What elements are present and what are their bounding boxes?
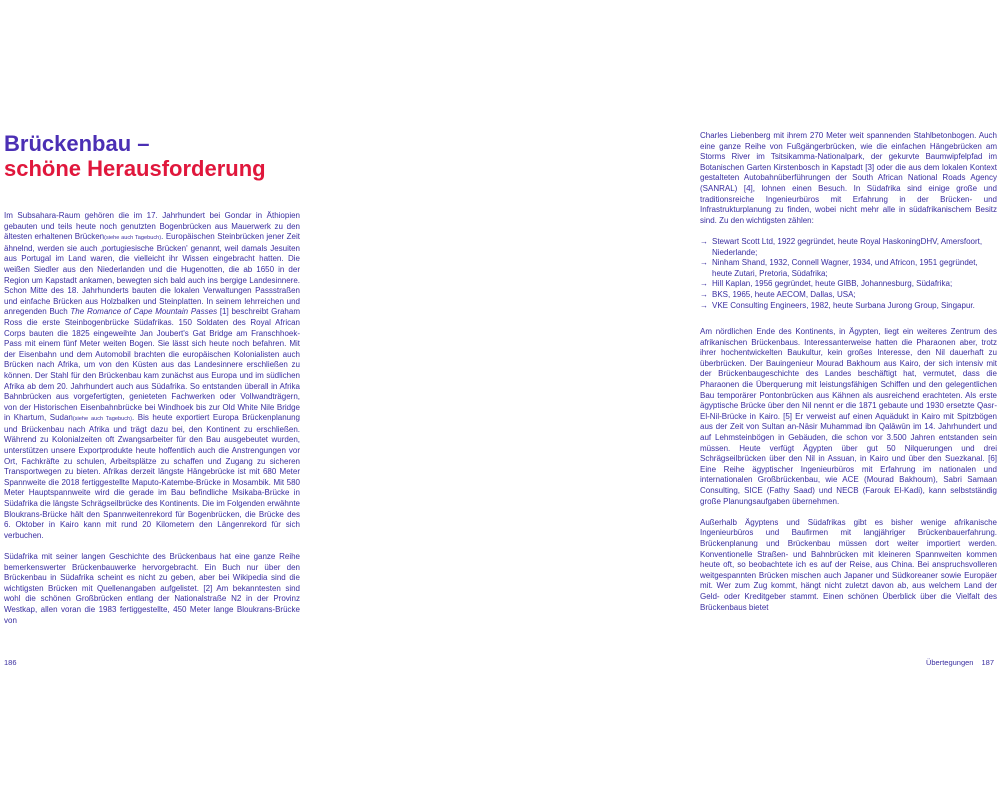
arrow-icon: → <box>700 279 708 289</box>
page-number-right: 187 <box>981 658 994 667</box>
arrow-icon: → <box>700 258 708 268</box>
heading-line-1: Brückenbau – <box>4 131 150 156</box>
page-number-left: 186 <box>4 658 17 667</box>
right-paragraph-2: Am nördlichen Ende des Kontinents, in Ägypten, liegt ein weiteres Zentrum des afrikanischen Brückenbaus. Interessanterweise hatten die Pharaonen aber, trotz ihrer hochentwickelten Baukultur, kein großes Interesse, den Nil dauerhaft zu überbrücken. Der Bauingenieur Mourad Bakhoum aus Kairo, der sich intensiv mit der Brückenbaugeschichte des Landes beschäftigt hat, vermutet, dass die Pharaonen die Überquerung mit leistungsfähigen Schiffen und den gelegentlichen Bau temporärer Pontonbrücken aus Kähnen als ausreichend erachteten. Als erste ägyptische Brücke über den Nil nennt er die 1871 gebaute und 1930 ersetzte Qasr-El-Nil-Brücke in Kairo. [5] Er verweist auf einen Aquädukt in Kairo mit Spitzbögen aus der Zeit von Sultan an-Nāsir Muhammad ibn Qalāwūn im 14. Jahrhundert und auf Lehmsteinbögen in Gebäuden, die schon vor 3.500 Jahren entstanden sein müssen. Heute verfügt Ägypten über gut 50 Nilquerungen und drei Schrägseilbrücken über den Nil in Assuan, in Kairo und über den Suezkanal. [6] Eine Reihe ägyptischer Ingenieurbüros mit Erfahrung im nationalen und internationalen Großbrückenbau, wie ACE (Mourad Bakhoum), Sabri Samaan Consulting, SICE (Fathy Saad) und NECB (Farouk El-Kadi), kann selbstständig große Planungsaufgaben übernehmen. <box>700 327 997 506</box>
engineering-firms-list <box>700 237 997 311</box>
chapter-heading <box>4 131 304 181</box>
page-footer-right <box>926 658 994 667</box>
section-name: Übertegungen <box>925 658 974 667</box>
left-paragraph-2: Südafrika mit seiner langen Geschichte des Brückenbaus hat eine ganze Reihe bemerkenswerter Brückenbauwerke hervorgebracht. Ein Buch nur über den Brückenbau in Südafrika scheint es nicht zu geben, aber bei Wikipedia sind die wichtigsten Brücken mit Quellenangaben aufgelistet. [2] Am bekanntesten sind wohl die schönen Großbrücken entlang der Nationalstraße N2 in der Provinz Westkap, allen voran die 1983 fertiggestellte, 450 Meter lange Bloukrans-Brücke von <box>4 552 300 625</box>
right-paragraph-1: Charles Liebenberg mit ihrem 270 Meter weit spannenden Stahlbetonbogen. Auch eine ganze Reihe von Fußgängerbrücken, wie die einfachen Hängebrücken am Storms River im Tsitsikamma-Nationalpark, der gekurvte Baumwipfelpfad im Botanischen Garten Kirstenbosch in Kapstadt [3] oder die aus dem lokalen Kontext gestalteten Autobahnüberführungen der South African National Roads Agency (SANRAL) [4], lohnen einen Besuch. In Südafrika sind einige große und traditionsreiche Ingenieurbüros mit Erfahrung in der Brücken- und Infrastrukturplanung zu finden, wobei nicht mehr alle in südafrikanischem Besitz sind. Zu den wichtigsten zählen: <box>700 131 997 225</box>
right-page <box>500 0 1000 800</box>
right-paragraph-3: Außerhalb Ägyptens und Südafrikas gibt es bisher wenige afrikanische Ingenieurbüros und Baufirmen mit langjähriger Brückenbauerfahrung. Brückenplanung und Brückenbau müssen dort weiter importiert werden. Konventionelle Straßen- und Bahnbrücken mit kleineren Spannweiten kommen heute oft, so beobachtete ich es auf der Reise, aus China. Bei anspruchsvolleren weitgespannten Brücken mischen auch Japaner und Südkoreaner sowie Europäer mit. Wer zum Zug kommt, hängt nicht zuletzt davon ab, aus welchem Land der Geld- oder Kreditgeber stammt. Einen schönen Überblick über die Vielfalt des Brückenbaus bietet <box>700 517 997 612</box>
arrow-icon: → <box>700 300 708 310</box>
list-item: → Hill Kaplan, 1956 gegründet, heute GIBB, Johannesburg, Südafrika; <box>700 279 953 289</box>
book-title: The Romance of Cape Mountain Passes <box>70 307 218 317</box>
list-item: → Ninham Shand, 1932, Connell Wagner, 1934, und Africon, 1951 gegründet, heute Zutari, Pretoria, Südafrika; <box>700 258 978 278</box>
reference-note: (siehe auch Tagebuch) <box>104 235 162 242</box>
list-item: → VKE Consulting Engineers, 1982, heute Surbana Jurong Group, Singapur. <box>700 300 975 310</box>
list-item: → Stewart Scott Ltd, 1922 gegründet, heute Royal HaskoningDHV, Amersfoort, Niederlande; <box>700 236 983 257</box>
list-item: → BKS, 1965, heute AECOM, Dallas, USA; <box>700 289 856 299</box>
arrow-icon: → <box>700 236 708 246</box>
heading-line-2: schöne Herausforderung <box>4 156 266 181</box>
arrow-icon: → <box>700 289 708 299</box>
left-paragraph-1: Im Subsahara-Raum gehören die im 17. Jahrhundert bei Gondar in Äthiopien gebauten und teils heute noch genutzten Bogenbrücken aus Mauerwerk zu den ältesten erhaltenen Brücken(siehe auch Tagebuch). Europäischen Steinbrücken jener Zeit ähnelnd, werden sie auch ‚portugiesische Brücken' genannt, weil damals Jesuiten aus Portugal im Land waren, die vielleicht ihr Wissen eingebracht hatten. Die weißen Siedler aus den Niederlanden und die Hugenotten, die ab 1650 in der Region um Kapstadt ankamen, bewegten sich bald auch ins bergige Landesinnere. Schon Mitte des 18. Jahrhunderts bauten die lokalen Verwaltungen Passstraßen und einfache Brücken aus Holzbalken und Steinplatten. In seinem lehrreichen und anregenden Buch The Romance of Cape Mountain Passes [1] beschreibt Graham Ross die erste Steinbogenbrücke Südafrikas. 150 Soldaten des Royal African Corps bauten die 1825 eingeweihte Jan Joubert's Gat Bridge am Franschhoek-Pass mit einem fünf Meter weiten Bogen. Sie lässt sich heute noch befahren. Mit der Eisenbahn und dem Automobil brachten die europäischen Kolonialisten auch Brücken nach Afrika, um von den Küsten aus das Landesinnere erschließen zu können. Der Stahl für den Brückenbau kam zunächst aus Europa und im südlichen Afrika ab dem 20. Jahrhundert auch aus Südafrika. So entstanden überall in Afrika Bahnbrücken aus vorgefertigten, genieteten Fachwerken oder Vollwandträgern, von der Historischen Eisenbahnbrücke bei Windhoek bis zur Old White Nile Bridge in Khartum, Sudan(siehe auch Tagebuch). Bis heute exportiert Europa Brückenplanung und Brückenbau nach Afrika und trägt dazu bei, den Kontinent zu erschließen. Während zu Kolonialzeiten oft Zwangsarbeiter für den Bau ausgebeutet wurden, unterstützen unsere Exportprodukte heute hoffentlich auch die Anstrengungen vor Ort, Fachkräfte zu schulen, Arbeitsplätze zu schaffen und Zugang zu sicheren Transportwegen zu bieten. Afrikas derzeit längste Hängebrücke ist mit 680 Meter Spannweite die 2018 fertiggestellte Maputo-Katembe-Brücke in Mosambik. Mit 580 Meter Hauptspannweite wird die gerade im Bau befindliche Msikaba-Brücke in Südafrika die längste Schrägseilbrücke des Kontinents. Die im Folgenden erwähnte Bloukrans-Brücke hält den Spannweitenrekord für Bogenbrücken, die Brücke des 6. Oktober in Kairo kann mit rund 20 Kilometern den Längenrekord für sich verbuchen. <box>4 211 301 540</box>
reference-note: (siehe auch Tagebuch) <box>72 416 133 423</box>
right-text-column <box>700 131 997 624</box>
left-text-column <box>4 211 300 637</box>
